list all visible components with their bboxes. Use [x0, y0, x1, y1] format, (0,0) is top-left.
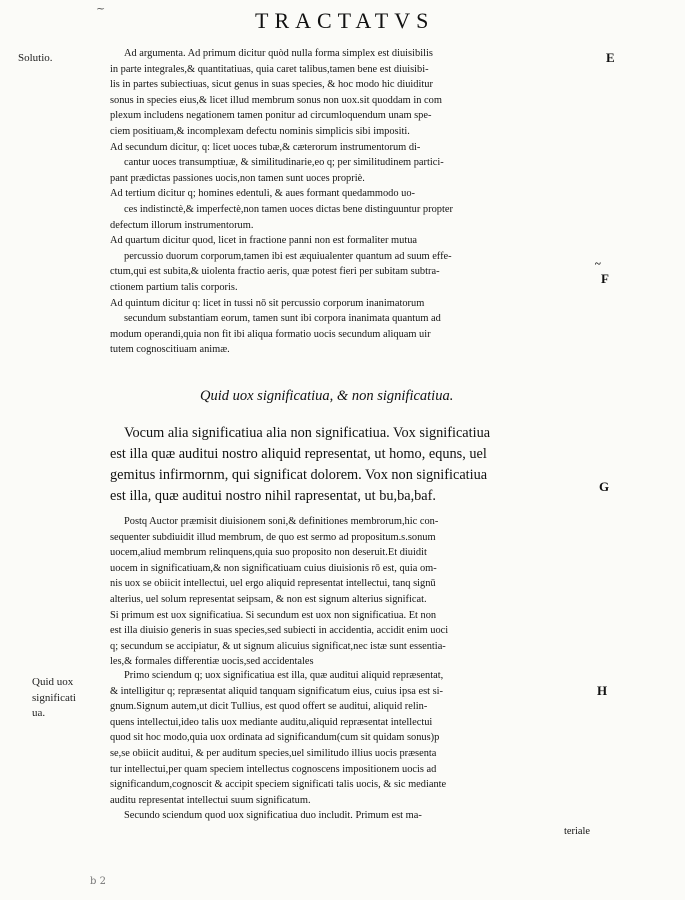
text-line: ctionem partium talis corporis. — [110, 281, 238, 293]
section-heading: Quid uox significatiua, & non significatiua. — [200, 388, 454, 404]
corner-mark: ~ — [96, 2, 106, 15]
text-line: modum operandi,quia non fit ibi aliqua formatio uocis secundum aliquam uir — [110, 328, 431, 340]
text-line: tutem cognoscitiuam animæ. — [110, 344, 230, 356]
text-line: Vocum alia significatiua alia non significatiua. Vox significatiua — [124, 425, 491, 441]
text-line: Primo sciendum q; uox significatiua est illa, quæ auditui aliquid repræsentat, — [124, 670, 444, 681]
text-line: nis uox se obiicit intellectui, uel ergo aliquid representat intellectui, tanq signū — [110, 578, 436, 590]
text-line: quod sit hoc modo,quia uox ordinata ad significandum(cum sit quidam sonus)p — [110, 732, 440, 744]
text-line: auditu representat intellectui suum significatum. — [110, 794, 311, 806]
text-line: Si primum est uox significatiua. Si secundum est uox non significatiua. Et non — [110, 609, 437, 621]
text-line: plexum includens negationem tamen ponitur ad circumloquendum unam spe- — [110, 110, 432, 122]
text-line: gemitus infirmornm, qui significat dolorem. Vox non significatiua — [110, 467, 488, 483]
text-line: est illa, quæ auditui nostro nihil rapresentat, ut bu,ba,baf. — [110, 488, 436, 504]
text-line: Ad quartum dicitur quod, licet in fractione panni non est formaliter mutua — [110, 235, 418, 247]
text-line: ces indistinctè,& imperfectè,non tamen uoces dictas bene distinguuntur propter — [124, 203, 453, 215]
text-line: quens intellectui,ideo talis uox mediante auditu,aliquid repræsentat intellectui — [110, 716, 433, 728]
text-line: uocem,aliud membrum relinquens,quia suo proposito non deseruit.Et diuidit — [110, 547, 427, 559]
text-line: ctum,qui est subita,& uiolenta fractio aeris, quæ potest fieri per subitam subtra- — [110, 266, 440, 278]
text-line: lis in partes subiectiuas, sicut genus in suas species, & hoc modo hic diuiditur — [110, 79, 433, 91]
commentary-block-2 — [110, 668, 590, 840]
text-line: gnum.Signum autem,ut dicit Tullius, est quod offert se auditui, aliquid relin- — [110, 701, 428, 713]
text-line: alterius, uel solum representat seipsam, & non est signum alterius significat. — [110, 593, 427, 605]
principal-text — [110, 423, 590, 507]
text-line: Ad argumenta. Ad primum dicitur quòd nulla forma simplex est diuisibilis — [124, 48, 433, 59]
text-line: significandum,cognoscit & accipit speciem significati talis uocis, & sic mediante — [110, 779, 447, 791]
text-line: Ad tertium dicitur q; homines edentuli, & aues formant quedammodo uo- — [110, 188, 416, 200]
margin-letter-f: F — [601, 271, 609, 286]
solutio-block — [110, 46, 590, 358]
text-line: in parte integrales,& quantitatiuas, quia caret talibus,tamen bene est diuisibi- — [110, 63, 429, 75]
signature-mark: b 2 — [90, 876, 106, 887]
text-line: tur intellectui,per quam speciem intellectus cognoscens impositionem uocis ad — [110, 763, 437, 775]
text-line: Secundo sciendum quod uox significatiua duo includit. Primum est ma- — [124, 810, 422, 822]
text-line: les,& formales differentiæ uocis,sed accidentales — [110, 656, 314, 668]
text-line: pant prædictas passiones uocis,non tamen sunt uoces propriè. — [110, 172, 365, 184]
text-line: percussio duorum corporum,tamen ibi est æquiualenter quantum ad suum effe- — [124, 250, 452, 262]
margin-note-line: Quid uox — [32, 676, 74, 688]
margin-note-line: significati — [32, 691, 76, 704]
commentary-block-1 — [110, 514, 590, 670]
text-line: est illa diuisio generis in suas species,sed subiecti in accidentia, accidit enim uoci — [110, 625, 449, 637]
margin-note-solutio: Solutio. — [18, 52, 53, 64]
text-line: secundum substantiam eorum, tamen sunt ibi corpora inanimata quantum ad — [124, 313, 441, 325]
margin-note-quid-uox — [32, 675, 76, 722]
text-line: se,se obiicit auditui, & per auditum species,uel similitudo illius uocis præsenta — [110, 747, 437, 759]
text-line: Postq Auctor præmisit diuisionem soni,& definitiones membrorum,hic con- — [124, 516, 439, 527]
text-line: q; secundum se accipiatur, & ut signum alicuius significat,nec istæ sunt essentia- — [110, 640, 446, 652]
text-line: est illa quæ auditui nostro aliquid representat, ut homo, equns, uel — [110, 446, 487, 462]
margin-letter-g: G — [599, 479, 610, 494]
text-line: sequenter subdiuidit illud membrum, de quo est sermo ad propositum.s.sonum — [110, 531, 436, 543]
text-line: sonus in species eius,& licet illud membrum sonus non uox.sit quoddam in com — [110, 94, 442, 106]
margin-letter-h: H — [597, 683, 608, 698]
text-line: defectum illorum instrumentorum. — [110, 219, 254, 231]
text-line: uocem in significatiuam,& non significatiuam cuius diuisionis rō est, quia om- — [110, 562, 437, 574]
text-line: Ad secundum dicitur, q: licet uoces tubæ,& cæterorum instrumentorum di- — [110, 141, 421, 153]
text-line: & intelligitur q; repræsentat aliquid tanquam significatum eius, cuius ipsa est si- — [110, 685, 444, 697]
margin-letter-e: E — [606, 50, 615, 65]
running-head: TRACTATVS — [255, 8, 435, 33]
text-line: cantur uoces transumptiuæ, & similitudinarie,eo q; per similitudinem partici- — [124, 157, 444, 169]
text-line: Ad quintum dicitur q: licet in tussi nō sit percussio corporum inanimatorum — [110, 297, 425, 309]
margin-mark: ~ — [595, 258, 601, 270]
text-line: ciem positiuam,& incomplexam defectu nominis simplicis sibi impositi. — [110, 125, 410, 137]
margin-note-line: ua. — [32, 707, 46, 720]
text-line: teriale — [564, 825, 590, 837]
